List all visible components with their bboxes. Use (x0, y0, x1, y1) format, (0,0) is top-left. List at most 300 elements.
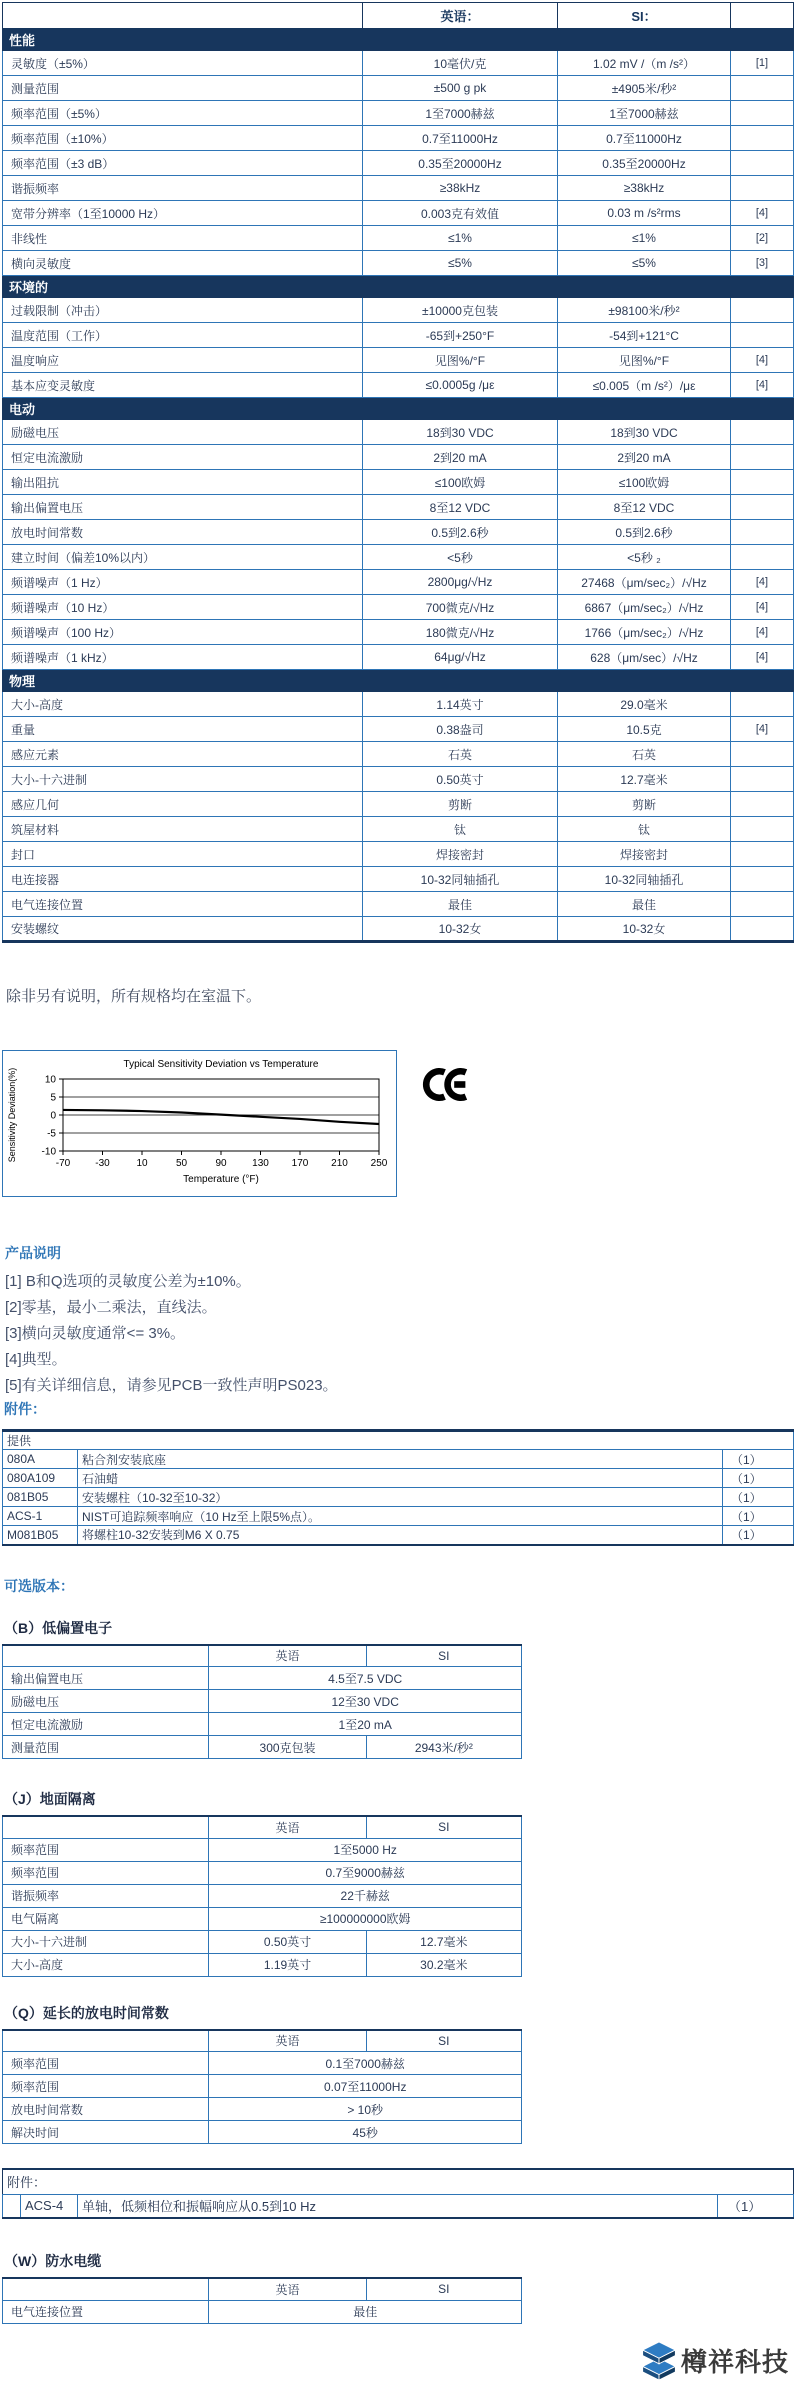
option-value: 0.07至11000Hz (209, 2075, 522, 2098)
spec-row (3, 201, 794, 226)
option-section-title: （B）低偏置电子 (4, 1619, 113, 1636)
accessory-model: M081B05 (3, 1526, 78, 1545)
brand-name: 樽祥科技 (680, 2347, 789, 2377)
spec-value-english: 0.003克有效值 (363, 201, 558, 226)
option-value: 1至20 mA (209, 1713, 522, 1736)
spec-label: 电连接器 (3, 867, 363, 892)
spec-value-si: 焊接密封 (558, 842, 731, 867)
spec-value-si: 10-32同轴插孔 (558, 867, 731, 892)
option-row (3, 2052, 522, 2075)
accessory-description: 将螺柱10-32安装到M6 X 0.75 (78, 1526, 723, 1545)
spec-note-ref (731, 817, 794, 842)
spec-note-ref: [4] (731, 595, 794, 620)
spec-row (3, 470, 794, 495)
spec-note-ref (731, 126, 794, 151)
section-title: 性能 (3, 29, 794, 51)
column-header-english: 英语 (209, 1645, 366, 1667)
spec-value-si: 628（μm/sec）/√Hz (558, 645, 731, 670)
spec-note-ref: [3] (731, 251, 794, 276)
chart-svg (5, 1054, 394, 1195)
spec-label: 频谱噪声（10 Hz） (3, 595, 363, 620)
svg-text:130: 130 (252, 1158, 269, 1169)
spec-label: 安装螺纹 (3, 917, 363, 942)
accessory-qty: （1） (723, 1469, 794, 1488)
spec-value-english: 剪断 (363, 792, 558, 817)
spec-label: 宽带分辨率（1至10000 Hz） (3, 201, 363, 226)
option-row (3, 1953, 522, 1976)
spec-note-ref: [4] (731, 570, 794, 595)
spec-label: 过载限制（冲击） (3, 298, 363, 323)
option-label: 大小-高度 (3, 1953, 209, 1976)
spec-value-si: 1.02 mV /（m /s²） (558, 51, 731, 76)
svg-text:-30: -30 (95, 1158, 110, 1169)
spec-label: 建立时间（偏差10%以内） (3, 545, 363, 570)
option-row (3, 1713, 522, 1736)
spec-value-si: -54到+121°C (558, 323, 731, 348)
option-value: 12至30 VDC (209, 1690, 522, 1713)
svg-text:170: 170 (291, 1158, 309, 1169)
header-spacer (3, 2030, 209, 2052)
spec-label: 大小-高度 (3, 692, 363, 717)
stacked-books-icon (639, 2338, 679, 2384)
spec-label: 励磁电压 (3, 420, 363, 445)
spec-value-english: 最佳 (363, 892, 558, 917)
svg-text:50: 50 (175, 1158, 188, 1169)
spec-value-si: <5秒 ₂ (558, 545, 731, 570)
option-value-si: 2943米/秒² (366, 1736, 521, 1759)
spec-note-ref: [4] (731, 717, 794, 742)
accessory-row (3, 1507, 794, 1526)
spec-note-ref: [4] (731, 373, 794, 398)
column-header-si: SI： (558, 3, 731, 29)
spec-value-english: 0.5到2.6秒 (363, 520, 558, 545)
accessory-description: NIST可追踪频率响应（10 Hz至上限5%点）。 (78, 1507, 723, 1526)
product-notes-title: 产品说明 (5, 1245, 61, 1261)
spec-note-ref: [4] (731, 348, 794, 373)
footer (0, 2338, 789, 2384)
spec-row (3, 817, 794, 842)
attachments-heading: 附件： (4, 1401, 46, 1417)
spec-value-si: 2到20 mA (558, 445, 731, 470)
spec-value-english: 1至7000赫兹 (363, 101, 558, 126)
spec-note-ref (731, 151, 794, 176)
spec-row (3, 176, 794, 201)
spec-value-si: ±98100米/秒² (558, 298, 731, 323)
header-spacer (3, 1816, 209, 1838)
spec-value-english: 0.35至20000Hz (363, 151, 558, 176)
spec-value-si: ≤5% (558, 251, 731, 276)
spec-note-ref (731, 420, 794, 445)
header-spacer (3, 2278, 209, 2300)
spec-value-si: 18到30 VDC (558, 420, 731, 445)
spec-label: 输出偏置电压 (3, 495, 363, 520)
spec-note-ref (731, 892, 794, 917)
product-note-item: [4]典型。 (5, 1351, 67, 1368)
spec-note-ref (731, 495, 794, 520)
option-row (3, 1930, 522, 1953)
svg-text:210: 210 (331, 1158, 348, 1169)
column-header-si: SI (366, 2030, 521, 2052)
optional-accessory-header: 附件： (3, 2169, 794, 2194)
spec-label: 输出阻抗 (3, 470, 363, 495)
sensitivity-temperature-chart (2, 1050, 397, 1197)
accessory-row (3, 1526, 794, 1545)
spec-row (3, 51, 794, 76)
spec-value-english: 2到20 mA (363, 445, 558, 470)
option-label: 谐振频率 (3, 1884, 209, 1907)
spec-row (3, 917, 794, 942)
option-value: 0.7至9000赫兹 (209, 1861, 522, 1884)
main-spec-table (2, 2, 794, 943)
spec-row (3, 717, 794, 742)
spec-label: 筑屋材料 (3, 817, 363, 842)
spec-row (3, 545, 794, 570)
option-row (3, 1667, 522, 1690)
spec-label: 感应元素 (3, 742, 363, 767)
ce-mark-icon (413, 1066, 473, 1108)
option-value: 22千赫兹 (209, 1884, 522, 1907)
column-header-si: SI (366, 2278, 521, 2300)
spec-row (3, 520, 794, 545)
section-title: 环境的 (3, 276, 794, 298)
option-row (3, 1907, 522, 1930)
option-table (2, 1644, 522, 1760)
option-value: > 10秒 (209, 2098, 522, 2121)
spec-note-ref (731, 917, 794, 942)
spec-row (3, 420, 794, 445)
header-spacer (3, 1645, 209, 1667)
header-spacer (731, 3, 794, 29)
spec-label: 频谱噪声（1 kHz） (3, 645, 363, 670)
spec-row (3, 692, 794, 717)
accessory-model: 080A (3, 1450, 78, 1469)
spec-value-english: 0.38盎司 (363, 717, 558, 742)
spec-value-english: 见图%/°F (363, 348, 558, 373)
product-note-item: [3]横向灵敏度通常<= 3%。 (5, 1325, 186, 1342)
spec-label: 谐振频率 (3, 176, 363, 201)
spec-note-ref (731, 445, 794, 470)
accessory-qty: （1） (718, 2194, 794, 2218)
option-label: 放电时间常数 (3, 2098, 209, 2121)
spec-value-english: ±500 g pk (363, 76, 558, 101)
spec-value-si: 0.5到2.6秒 (558, 520, 731, 545)
spec-row (3, 495, 794, 520)
spec-value-si: 6867（μm/sec₂）/√Hz (558, 595, 731, 620)
spec-note-ref (731, 842, 794, 867)
spec-row (3, 892, 794, 917)
option-value-si: 12.7毫米 (366, 1930, 521, 1953)
spec-row (3, 867, 794, 892)
option-value: 45秒 (209, 2121, 522, 2144)
spec-row (3, 101, 794, 126)
spec-value-si: ≤100欧姆 (558, 470, 731, 495)
spec-label: 频率范围（±3 dB） (3, 151, 363, 176)
spec-value-si: 10.5克 (558, 717, 731, 742)
spec-note-ref (731, 176, 794, 201)
spec-note-ref (731, 470, 794, 495)
section-header-row (3, 398, 794, 420)
spec-label: 感应几何 (3, 792, 363, 817)
svg-text:5: 5 (50, 1092, 56, 1104)
spec-note-ref (731, 742, 794, 767)
main-spec-table-body (3, 3, 794, 942)
section-title: 物理 (3, 670, 794, 692)
section-title: 电动 (3, 398, 794, 420)
spec-value-english: 0.7至11000Hz (363, 126, 558, 151)
option-label: 解决时间 (3, 2121, 209, 2144)
spec-row (3, 151, 794, 176)
spec-row (3, 348, 794, 373)
option-row (3, 2075, 522, 2098)
option-row (3, 1690, 522, 1713)
spec-value-english: 18到30 VDC (363, 420, 558, 445)
spec-label: 放电时间常数 (3, 520, 363, 545)
spec-value-si: 最佳 (558, 892, 731, 917)
spec-label: 非线性 (3, 226, 363, 251)
svg-text:-70: -70 (55, 1158, 71, 1169)
accessory-model: ACS-1 (3, 1507, 78, 1526)
option-label: 励磁电压 (3, 1690, 209, 1713)
accessory-row (3, 1488, 794, 1507)
product-note-item: [5]有关详细信息，请参见PCB一致性声明PS023。 (5, 1377, 338, 1394)
product-note-item: [2]零基，最小二乘法，直线法。 (5, 1299, 217, 1316)
option-value-english: 300克包装 (209, 1736, 366, 1759)
option-section-title: （W）防水电缆 (4, 2253, 102, 2269)
optional-versions-heading: 可选版本： (4, 1577, 74, 1594)
spec-value-si: 29.0毫米 (558, 692, 731, 717)
option-label: 电气连接位置 (3, 2300, 209, 2323)
accessory-qty: （1） (723, 1507, 794, 1526)
spec-label: 频率范围（±10%） (3, 126, 363, 151)
spec-value-si: 27468（μm/sec₂）/√Hz (558, 570, 731, 595)
spec-note-ref (731, 323, 794, 348)
spec-value-english: 钛 (363, 817, 558, 842)
option-label: 电气隔离 (3, 1907, 209, 1930)
spec-value-english: ≤0.0005g /με (363, 373, 558, 398)
spec-value-english: 10毫伏/克 (363, 51, 558, 76)
accessories-header-row (3, 1431, 794, 1450)
spec-row (3, 373, 794, 398)
spec-value-english: 0.50英寸 (363, 767, 558, 792)
svg-text:Typical Sensitivity Deviation: Typical Sensitivity Deviation vs Temperature (123, 1059, 319, 1070)
option-table (2, 1815, 522, 1977)
spec-value-english: 180微克/√Hz (363, 620, 558, 645)
supplied-accessories-table (2, 1429, 794, 1546)
spec-value-english: ±10000克包装 (363, 298, 558, 323)
spec-value-english: 64μg/√Hz (363, 645, 558, 670)
svg-text:10: 10 (136, 1158, 148, 1169)
spec-row (3, 570, 794, 595)
spec-value-si: ≤1% (558, 226, 731, 251)
spec-row (3, 445, 794, 470)
accessory-description: 粘合剂安装底座 (78, 1450, 723, 1469)
optional-accessory-table (2, 2168, 794, 2219)
spec-row (3, 620, 794, 645)
option-table-header-row (3, 2278, 522, 2300)
spec-value-si: 石英 (558, 742, 731, 767)
column-header-si: SI (366, 1816, 521, 1838)
spec-note-ref (731, 520, 794, 545)
spec-row (3, 76, 794, 101)
product-notes (5, 1243, 795, 1399)
spec-value-si: 1766（μm/sec₂）/√Hz (558, 620, 731, 645)
spec-row (3, 226, 794, 251)
spec-note-ref (731, 545, 794, 570)
svg-text:Sensitivity Deviation(%): Sensitivity Deviation(%) (7, 1067, 17, 1163)
spec-value-si: 0.7至11000Hz (558, 126, 731, 151)
spec-value-si: 见图%/°F (558, 348, 731, 373)
spec-row (3, 645, 794, 670)
accessory-row (3, 1469, 794, 1488)
column-header-si: SI (366, 1645, 521, 1667)
spec-value-si: 1至7000赫兹 (558, 101, 731, 126)
spec-label: 温度范围（工作） (3, 323, 363, 348)
spec-value-english: 1.14英寸 (363, 692, 558, 717)
spec-value-english: 8至12 VDC (363, 495, 558, 520)
option-label: 输出偏置电压 (3, 1667, 209, 1690)
spec-value-si: 0.35至20000Hz (558, 151, 731, 176)
option-section-title: （J）地面隔离 (4, 1791, 96, 1807)
accessory-description: 安装螺柱（10-32至10-32） (78, 1488, 723, 1507)
accessory-description: 单轴，低频相位和振幅响应从0.5到10 Hz (78, 2194, 718, 2218)
accessory-model: ACS-4 (21, 2194, 78, 2218)
brand-logo (639, 2338, 789, 2384)
option-row (3, 1736, 522, 1759)
option-row (3, 1838, 522, 1861)
spec-label: 横向灵敏度 (3, 251, 363, 276)
spec-note-ref (731, 298, 794, 323)
product-note-item: [1] B和Q选项的灵敏度公差为±10%。 (5, 1273, 251, 1290)
option-row (3, 2098, 522, 2121)
option-row (3, 1884, 522, 1907)
spec-label: 基本应变灵敏度 (3, 373, 363, 398)
spec-label: 灵敏度（±5%） (3, 51, 363, 76)
optional-accessory-row (3, 2194, 794, 2218)
option-label: 频率范围 (3, 1838, 209, 1861)
spec-label: 电气连接位置 (3, 892, 363, 917)
spec-value-si: 12.7毫米 (558, 767, 731, 792)
product-notes-list (5, 1269, 795, 1399)
option-section-title: （Q）延长的放电时间常数 (4, 2004, 169, 2021)
spec-label: 频率范围（±5%） (3, 101, 363, 126)
spec-row (3, 742, 794, 767)
option-row (3, 2300, 522, 2323)
section-header-row (3, 670, 794, 692)
svg-text:-5: -5 (47, 1128, 56, 1140)
accessory-qty: （1） (723, 1526, 794, 1545)
option-label: 频率范围 (3, 2052, 209, 2075)
section-header-row (3, 29, 794, 51)
option-value-si: 30.2毫米 (366, 1953, 521, 1976)
column-header-english: 英语： (363, 3, 558, 29)
spec-value-si: 0.03 m /s²rms (558, 201, 731, 226)
spec-label: 大小-十六进制 (3, 767, 363, 792)
spec-value-si: 钛 (558, 817, 731, 842)
option-value-english: 1.19英寸 (209, 1953, 366, 1976)
spec-value-english: <5秒 (363, 545, 558, 570)
spec-row (3, 842, 794, 867)
spec-value-english: 焊接密封 (363, 842, 558, 867)
spec-label: 重量 (3, 717, 363, 742)
option-row (3, 2121, 522, 2144)
option-label: 恒定电流激励 (3, 1713, 209, 1736)
spec-value-si: 10-32女 (558, 917, 731, 942)
option-label: 频率范围 (3, 1861, 209, 1884)
svg-text:250: 250 (370, 1158, 388, 1169)
spec-note-ref: [1] (731, 51, 794, 76)
spec-value-english: -65到+250°F (363, 323, 558, 348)
option-table (2, 2029, 522, 2145)
option-table-header-row (3, 2030, 522, 2052)
column-header-english: 英语 (209, 2030, 366, 2052)
option-sections (0, 1618, 795, 2324)
spec-row (3, 767, 794, 792)
spec-note-ref (731, 101, 794, 126)
optional-accessory-header-row (3, 2169, 794, 2194)
accessory-model: 081B05 (3, 1488, 78, 1507)
spec-value-english: 700微克/√Hz (363, 595, 558, 620)
spec-note-ref (731, 692, 794, 717)
spec-label: 频谱噪声（100 Hz） (3, 620, 363, 645)
spec-value-english: ≥38kHz (363, 176, 558, 201)
spec-note-ref: [4] (731, 620, 794, 645)
table-header-row (3, 3, 794, 29)
svg-text:10: 10 (44, 1074, 56, 1086)
row-spacer (3, 2194, 21, 2218)
option-value: ≥100000000欧姆 (209, 1907, 522, 1930)
option-table-header-row (3, 1816, 522, 1838)
spec-value-english: ≤1% (363, 226, 558, 251)
spec-value-si: ≥38kHz (558, 176, 731, 201)
option-value: 4.5至7.5 VDC (209, 1667, 522, 1690)
svg-text:Temperature (°F): Temperature (°F) (183, 1174, 259, 1185)
option-table-header-row (3, 1645, 522, 1667)
option-value: 1至5000 Hz (209, 1838, 522, 1861)
option-label: 频率范围 (3, 2075, 209, 2098)
spec-label: 温度响应 (3, 348, 363, 373)
spec-row (3, 323, 794, 348)
spec-note-ref (731, 76, 794, 101)
spec-value-si: 剪断 (558, 792, 731, 817)
option-label: 测量范围 (3, 1736, 209, 1759)
accessory-qty: （1） (723, 1488, 794, 1507)
spec-value-english: ≤5% (363, 251, 558, 276)
spec-note-ref (731, 792, 794, 817)
svg-text:-10: -10 (41, 1146, 56, 1158)
spec-row (3, 298, 794, 323)
accessory-qty: （1） (723, 1450, 794, 1469)
option-label: 大小-十六进制 (3, 1930, 209, 1953)
spec-label: 恒定电流激励 (3, 445, 363, 470)
option-value: 0.1至7000赫兹 (209, 2052, 522, 2075)
svg-text:90: 90 (215, 1158, 227, 1169)
spec-row (3, 595, 794, 620)
spec-note-ref: [4] (731, 201, 794, 226)
supplied-accessories-body (3, 1431, 794, 1545)
header-spacer (3, 3, 363, 29)
spec-value-english: 10-32同轴插孔 (363, 867, 558, 892)
accessories-header: 提供 (3, 1431, 794, 1450)
spec-label: 封口 (3, 842, 363, 867)
option-table (2, 2277, 522, 2324)
spec-value-english: 2800μg/√Hz (363, 570, 558, 595)
svg-text:0: 0 (50, 1110, 56, 1122)
accessory-model: 080A109 (3, 1469, 78, 1488)
column-header-english: 英语 (209, 1816, 366, 1838)
spec-value-english: ≤100欧姆 (363, 470, 558, 495)
spec-row (3, 126, 794, 151)
room-temperature-note: 除非另有说明，所有规格均在室温下。 (6, 988, 262, 1005)
